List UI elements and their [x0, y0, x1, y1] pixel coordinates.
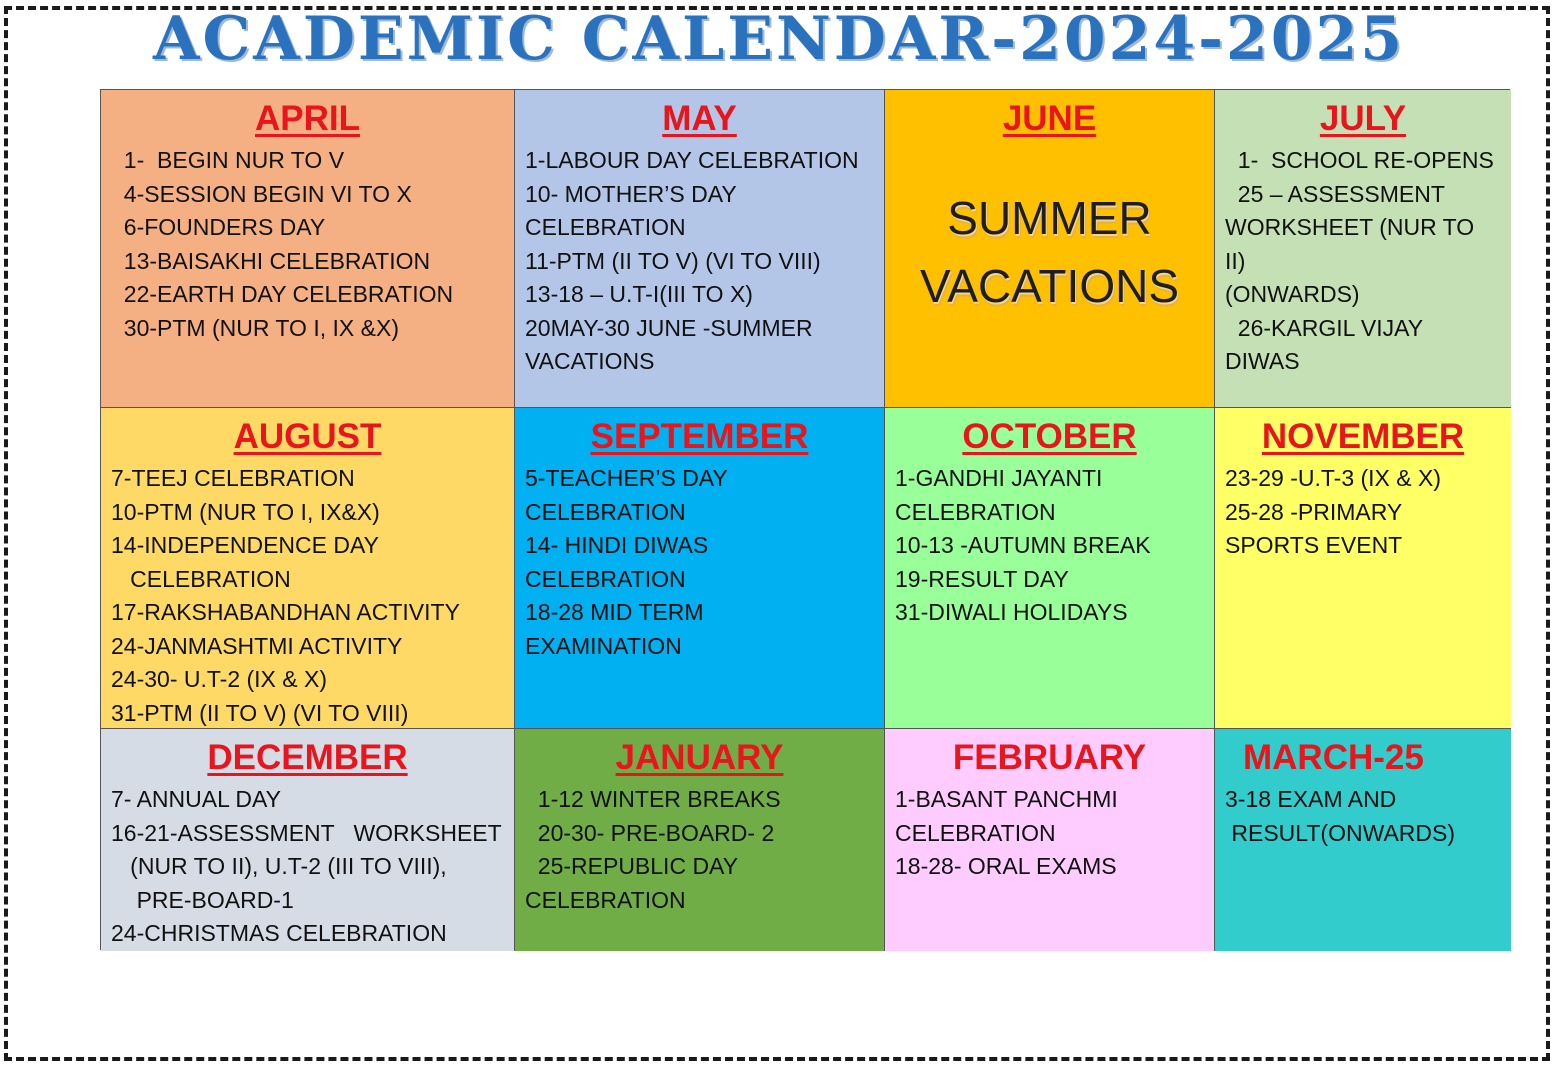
event-item: CELEBRATION: [111, 565, 291, 592]
event-item: 25 – ASSESSMENT: [1225, 180, 1445, 207]
month-name: MARCH-25: [1243, 738, 1424, 777]
month-cell-september: [515, 408, 885, 729]
event-item: VACATIONS: [525, 348, 655, 374]
event-item: 1-GANDHI JAYANTI: [895, 465, 1103, 491]
month-cell-may: [515, 90, 885, 408]
month-name: APRIL: [255, 99, 360, 138]
event-item: 23-29 -U.T-3 (IX & X): [1225, 465, 1442, 491]
event-item: 1-12 WINTER BREAKS: [525, 786, 781, 812]
event-list: [1225, 462, 1501, 563]
event-item: 1- BEGIN NUR TO V: [111, 147, 345, 173]
event-list: [111, 783, 504, 951]
event-item: 26-KARGIL VIJAY DIWAS: [1225, 314, 1430, 374]
event-item: EXAMINATION: [525, 632, 682, 659]
event-item: 3-18 EXAM AND: [1225, 786, 1397, 812]
event-item: PRE-BOARD-1: [111, 886, 294, 913]
month-name: JULY: [1319, 99, 1407, 138]
event-item: 7-TEEJ CELEBRATION: [111, 465, 355, 491]
event-item: 25-REPUBLIC DAY: [525, 853, 739, 879]
event-list: [525, 462, 874, 663]
event-item: (ONWARDS): [1225, 281, 1360, 307]
event-item: 22-EARTH DAY CELEBRATION: [111, 281, 454, 307]
event-item: 7- ANNUAL DAY: [111, 786, 281, 812]
month-name: JUNE: [1002, 99, 1097, 138]
month-cell-june: [885, 90, 1215, 408]
month-cell-march: [1215, 729, 1511, 951]
event-item: 31-DIWALI HOLIDAYS: [895, 599, 1128, 625]
event-list: [525, 144, 874, 379]
calendar-grid: [100, 89, 1510, 950]
event-list: [525, 783, 874, 917]
month-cell-december: [101, 729, 515, 951]
event-item: 25-28 -PRIMARY: [1225, 498, 1403, 525]
month-name: SEPTEMBER: [590, 417, 809, 456]
month-name: JANUARY: [615, 738, 784, 777]
event-list: [111, 144, 504, 345]
event-item: 14-INDEPENDENCE DAY: [111, 532, 379, 558]
month-cell-july: [1215, 90, 1511, 408]
event-item: 24-30- U.T-2 (IX & X): [111, 666, 328, 692]
event-item: SPORTS EVENT: [1225, 532, 1403, 558]
event-item: 31-PTM (II TO V) (VI TO VIII): [111, 699, 409, 726]
event-item: CELEBRATION: [895, 819, 1056, 846]
month-name: MAY: [662, 99, 737, 138]
event-list: [1225, 783, 1501, 850]
summer-vacations-text: [895, 184, 1204, 320]
event-item: 20MAY-30 JUNE -SUMMER: [525, 314, 813, 341]
month-name: OCTOBER: [962, 417, 1137, 456]
page-title: ACADEMIC CALENDAR-2024-2025: [152, 4, 1406, 74]
event-item: 13-18 – U.T-I(III TO X): [525, 281, 753, 307]
event-item: 13-BAISAKHI CELEBRATION: [111, 247, 431, 274]
month-cell-august: [101, 408, 515, 729]
event-item: 5-TEACHER’S DAY: [525, 465, 728, 491]
event-item: CELEBRATION: [525, 886, 686, 913]
event-item: 1-LABOUR DAY CELEBRATION: [525, 147, 859, 173]
month-cell-january: [515, 729, 885, 951]
event-item: 24-JANMASHTMI ACTIVITY: [111, 632, 403, 659]
event-item: 20-30- PRE-BOARD- 2: [525, 819, 775, 846]
month-name: AUGUST: [233, 417, 382, 456]
event-item: 24-CHRISTMAS CELEBRATION: [111, 920, 447, 946]
event-item: 1-BASANT PANCHMI: [895, 786, 1118, 812]
vacation-line: SUMMER: [947, 192, 1152, 244]
month-cell-february: [885, 729, 1215, 951]
event-item: 18-28- ORAL EXAMS: [895, 853, 1117, 879]
event-list: [111, 462, 504, 729]
event-list: [1225, 144, 1501, 379]
event-item: 11-PTM (II TO V) (VI TO VIII): [525, 247, 821, 274]
month-name: DECEMBER: [207, 738, 408, 777]
event-item: (NUR TO II), U.T-2 (III TO VIII),: [111, 853, 447, 879]
month-cell-april: [101, 90, 515, 408]
event-item: 14- HINDI DIWAS CELEBRATION: [525, 532, 715, 592]
event-item: 19-RESULT DAY: [895, 565, 1069, 592]
event-item: 30-PTM (NUR TO I, IX &X): [111, 314, 399, 341]
event-item: CELEBRATION: [895, 498, 1056, 525]
event-item: 18-28 MID TERM: [525, 599, 704, 625]
event-item: RESULT(ONWARDS): [1225, 819, 1456, 846]
event-list: [895, 783, 1204, 884]
event-item: 17-RAKSHABANDHAN ACTIVITY: [111, 599, 460, 625]
vacation-line: VACATIONS: [920, 260, 1179, 312]
event-item: 6-FOUNDERS DAY: [111, 214, 326, 240]
event-item: WORKSHEET (NUR TO II): [1225, 214, 1481, 274]
event-item: 16-21-ASSESSMENT WORKSHEET: [111, 819, 502, 846]
event-item: 10-PTM (NUR TO I, IX&X): [111, 498, 380, 525]
event-item: CELEBRATION: [525, 214, 686, 240]
month-cell-october: [885, 408, 1215, 729]
event-item: 1- SCHOOL RE-OPENS: [1225, 147, 1494, 173]
event-item: CELEBRATION: [525, 498, 686, 525]
month-name: FEBRUARY: [952, 738, 1147, 777]
month-name: NOVEMBER: [1261, 417, 1465, 456]
event-item: 4-SESSION BEGIN VI TO X: [111, 180, 412, 207]
event-item: 10- MOTHER’S DAY: [525, 180, 737, 207]
month-cell-november: [1215, 408, 1511, 729]
event-item: 10-13 -AUTUMN BREAK: [895, 532, 1151, 558]
event-list: [895, 462, 1204, 630]
